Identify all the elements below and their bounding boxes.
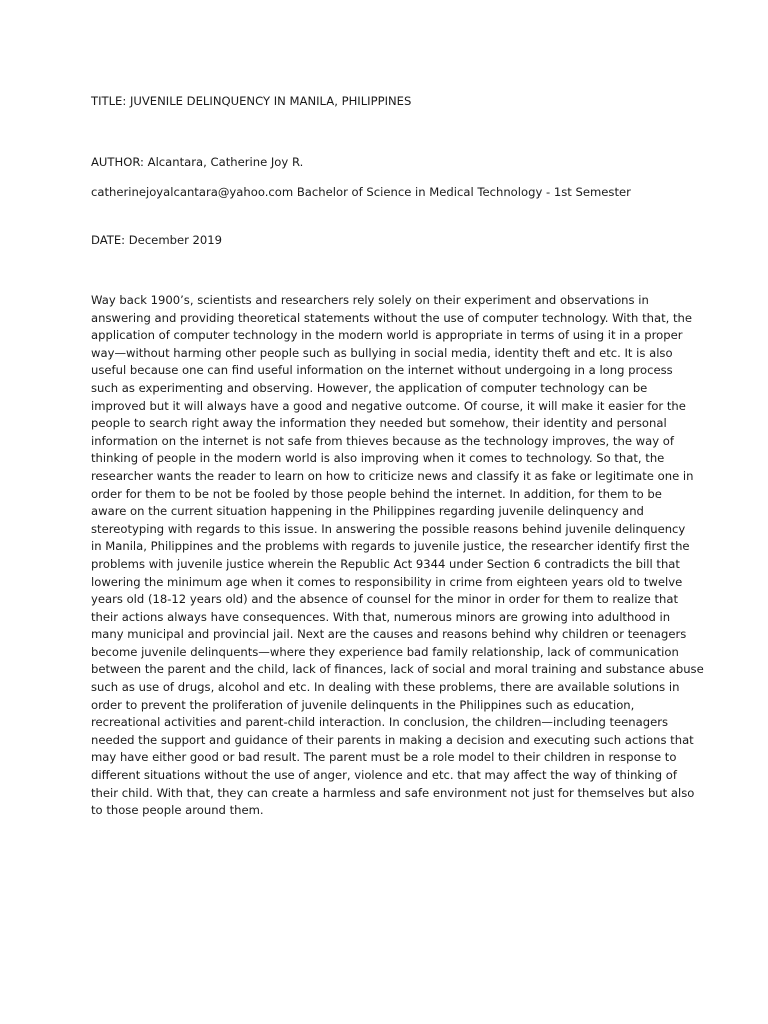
document-title: TITLE: JUVENILE DELINQUENCY IN MANILA, PHILIPPINES	[91, 94, 412, 108]
paragraph-line: such as experimenting and observing. However, the application of computer technology can be	[91, 380, 648, 395]
paragraph-line: aware on the current situation happening in the Philippines regarding juvenile delinquency and	[91, 504, 644, 519]
paragraph-line: become juvenile delinquents—where they experience bad family relationship, lack of communication	[91, 644, 679, 659]
paragraph-line: recreational activities and parent-child interaction. In conclusion, the children—including teenagers	[91, 715, 669, 730]
paragraph-line: needed the support and guidance of their parents in making a decision and executing such actions that	[91, 732, 694, 747]
paragraph-line: thinking of people in the modern world is also improving when it comes to technology. So that, the	[91, 451, 665, 466]
paragraph-line: researcher wants the reader to learn on how to criticize news and classify it as fake or legitimate one in	[91, 468, 694, 483]
paragraph-line: such as use of drugs, alcohol and etc. In dealing with these problems, there are available solutions in	[91, 680, 680, 695]
paragraph-line: in Manila, Philippines and the problems with regards to juvenile justice, the researcher identify first the	[91, 539, 690, 554]
paragraph-line: information on the internet is not safe from thieves because as the technology improves, the way of	[91, 433, 674, 448]
paragraph-line: to those people around them.	[91, 803, 264, 818]
paragraph-line: order for them to be not be fooled by those people behind the internet. In addition, for them to be	[91, 486, 662, 501]
paragraph-line: stereotyping with regards to this issue. In answering the possible reasons behind juvenile delinquency	[91, 521, 686, 536]
paragraph-line: may have either good or bad result. The parent must be a role model to their children in response to	[91, 750, 677, 765]
paragraph-line: order to prevent the proliferation of juvenile delinquents in the Philippines such as education,	[91, 697, 635, 712]
paragraph-line: problems with juvenile justice wherein the Republic Act 9344 under Section 6 contradicts the bill that	[91, 556, 680, 571]
date-line: DATE: December 2019	[91, 233, 223, 247]
abstract-paragraph	[91, 292, 704, 820]
paragraph-line: years old (18-12 years old) and the absence of counsel for the minor in order for them to realize that	[91, 592, 679, 607]
paragraph-line: lowering the minimum age when it comes to responsibility in crime from eighteen years old to twelve	[91, 574, 683, 589]
paragraph-line: way—without harming other people such as bullying in social media, identity theft and etc. It is also	[91, 345, 673, 360]
paragraph-line: useful because one can find useful information on the internet without undergoing in a long process	[91, 363, 673, 378]
paragraph-line: different situations without the use of anger, violence and etc. that may affect the way of thinking of	[91, 768, 677, 783]
paragraph-line: between the parent and the child, lack of finances, lack of social and moral training and substance abuse	[91, 662, 704, 677]
paragraph-line: application of computer technology in the modern world is appropriate in terms of using it in a proper	[91, 328, 683, 343]
paragraph-line: many municipal and provincial jail. Next are the causes and reasons behind why children or teenagers	[91, 627, 687, 642]
paragraph-line: Way back 1900’s, scientists and researchers rely solely on their experiment and observations in	[91, 293, 649, 307]
paragraph-line: answering and providing theoretical statements without the use of computer technology. With that, the	[91, 310, 693, 325]
paragraph-line: their actions always have consequences. With that, numerous minors are growing into adulthood in	[91, 609, 671, 624]
author-line: AUTHOR: Alcantara, Catherine Joy R.	[91, 155, 304, 169]
paragraph-line: their child. With that, they can create a harmless and safe environment not just for themselves but also	[91, 785, 695, 800]
paragraph-line: improved but it will always have a good and negative outcome. Of course, it will make it easier for the	[91, 398, 686, 413]
author-email-program-line: catherinejoyalcantara@yahoo.com Bachelor of Science in Medical Technology - 1st Semester	[91, 185, 631, 199]
paragraph-line: people to search right away the information they needed but somehow, their identity and personal	[91, 416, 667, 431]
